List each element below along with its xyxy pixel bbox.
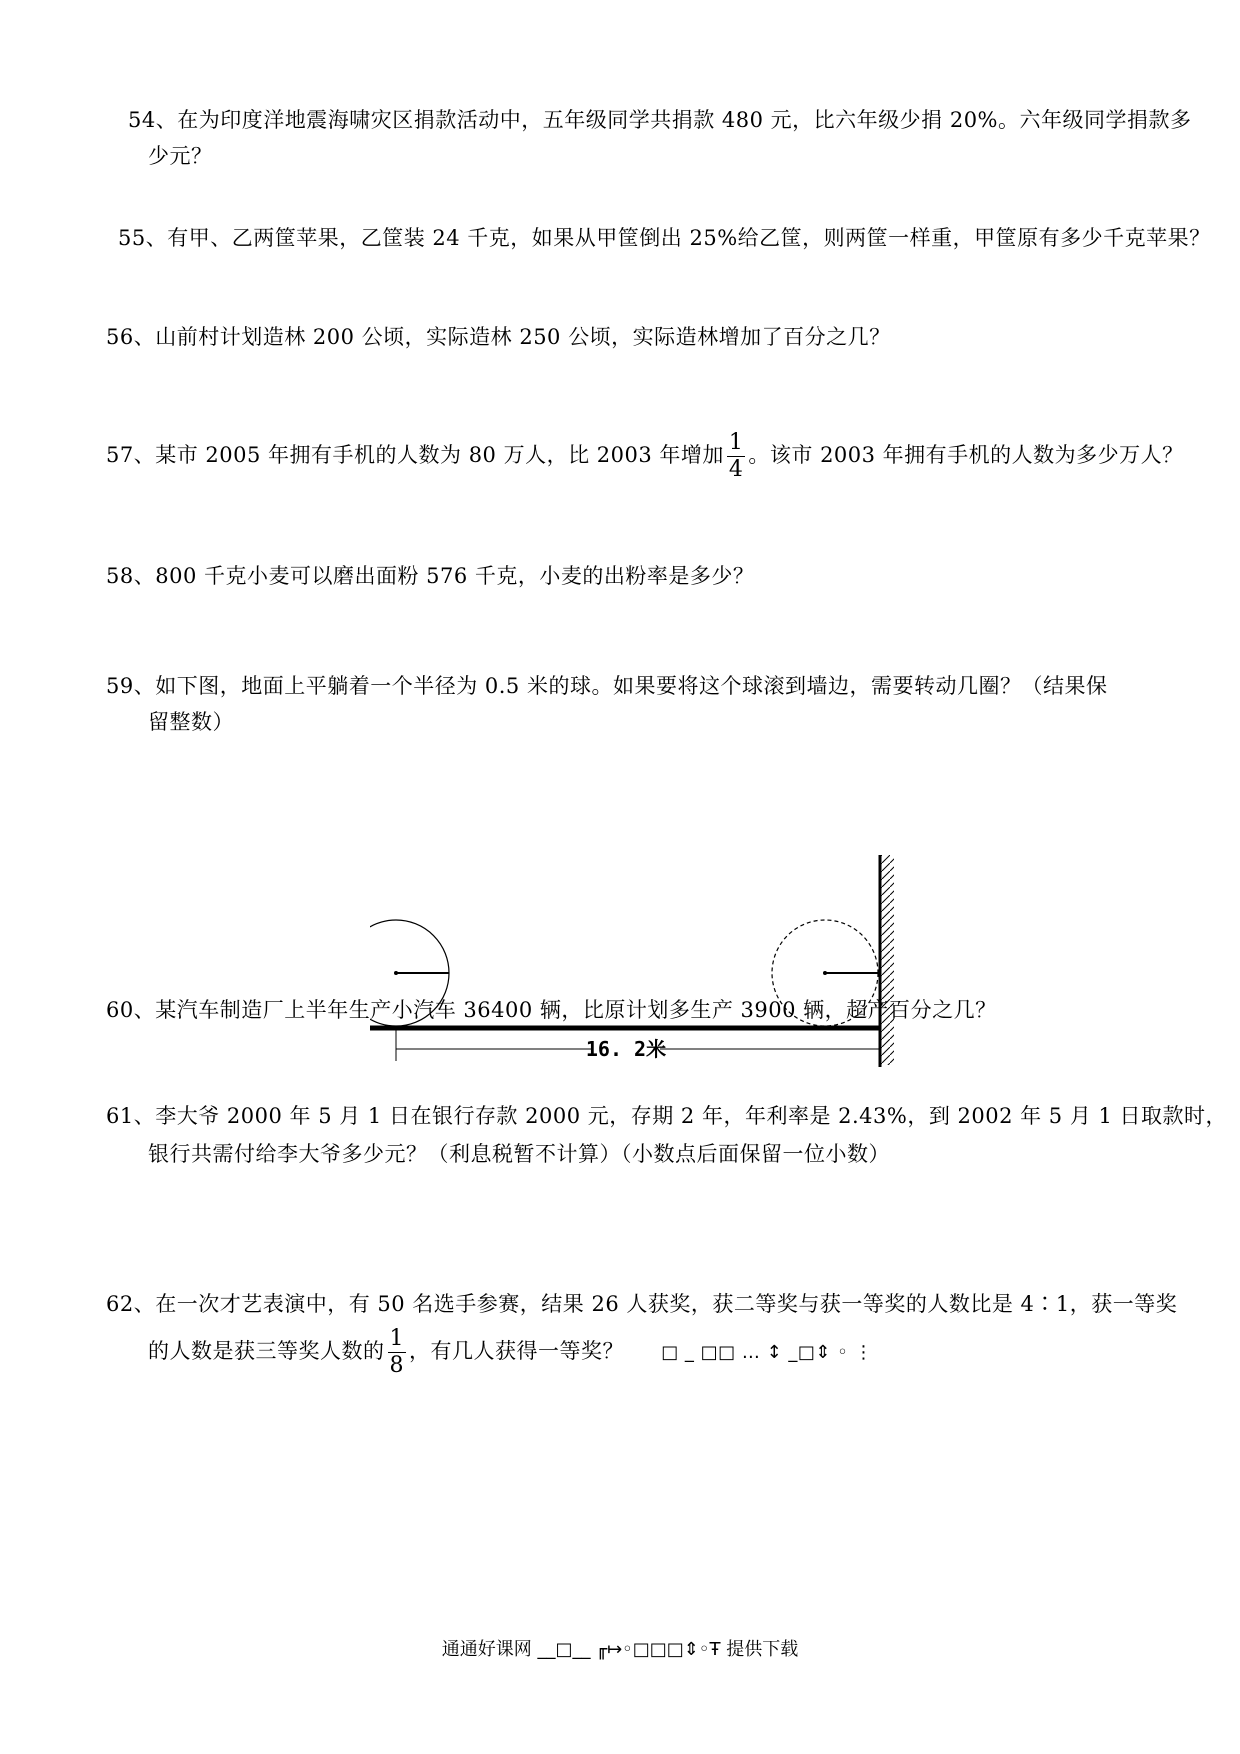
garbled-text: □ _ □□ … ↕ _□⇕ ◦ ⋮ (661, 1342, 874, 1363)
question-57-text-before: 57、某市 2005 年拥有手机的人数为 80 万人，比 2003 年增加 (106, 443, 724, 467)
ball-rolling-figure (370, 855, 990, 1100)
question-59-line-2: 留整数） (148, 710, 234, 734)
question-61-line-2: 银行共需付给李大爷多少元？（利息税暂不计算）（小数点后面保留一位小数） (148, 1142, 890, 1166)
question-55-line-1: 55、有甲、乙两筐苹果，乙筐装 24 千克，如果从甲筐倒出 25%给乙筐，则两筐一样重，甲筐原有多少千克苹果？ (118, 226, 1211, 250)
question-62-line-2 (148, 1326, 873, 1379)
question-62-text-after: ，有几人获得一等奖？ (409, 1339, 624, 1363)
fraction-numerator: 1 (728, 430, 744, 455)
question-57-line-1 (106, 430, 1184, 483)
question-54-line-1: 54、在为印度洋地震海啸灾区捐款活动中，五年级同学共捐款 480 元，比六年级少捐 20%。六年级同学捐款多 (128, 108, 1192, 132)
question-57-text-after: 。该市 2003 年拥有手机的人数为多少万人？ (748, 443, 1184, 467)
question-56-line-1: 56、山前村计划造林 200 公顷，实际造林 250 公顷，实际造林增加了百分之几？ (106, 325, 891, 349)
distance-label: 16. 2米 (585, 1037, 667, 1061)
fraction-one-quarter (727, 430, 746, 483)
question-61-line-1: 61、李大爷 2000 年 5 月 1 日在银行存款 2000 元，存期 2 年，年利率是 2.43%，到 2002 年 5 月 1 日取款时， (106, 1104, 1228, 1128)
question-59-line-1: 59、如下图，地面上平躺着一个半径为 0.5 米的球。如果要将这个球滚到墙边，需要转动几圈？（结果保 (106, 674, 1108, 698)
fraction-denominator: 4 (728, 457, 744, 482)
fraction-numerator: 1 (389, 1326, 404, 1351)
question-54-line-2: 少元？ (148, 144, 213, 168)
question-58-line-1: 58、800 千克小麦可以磨出面粉 576 千克，小麦的出粉率是多少？ (106, 564, 755, 588)
wall-hatching (880, 855, 894, 1065)
page-footer: 通通好课网 __□__ ╓↦◦□□□⇕◦Ŧ 提供下载 (441, 1639, 799, 1660)
fraction-denominator: 8 (389, 1353, 404, 1378)
question-60-line-1: 60、某汽车制造厂上半年生产小汽车 36400 辆，比原计划多生产 3900 辆，超产百分之几？ (106, 998, 997, 1022)
fraction-one-eighth (388, 1326, 407, 1379)
question-62-text-before: 的人数是获三等奖人数的 (148, 1339, 385, 1363)
question-62-line-1: 62、在一次才艺表演中，有 50 名选手参赛，结果 26 人获奖，获二等奖与获一等奖的人数比是 4∶1，获一等奖 (106, 1292, 1178, 1316)
